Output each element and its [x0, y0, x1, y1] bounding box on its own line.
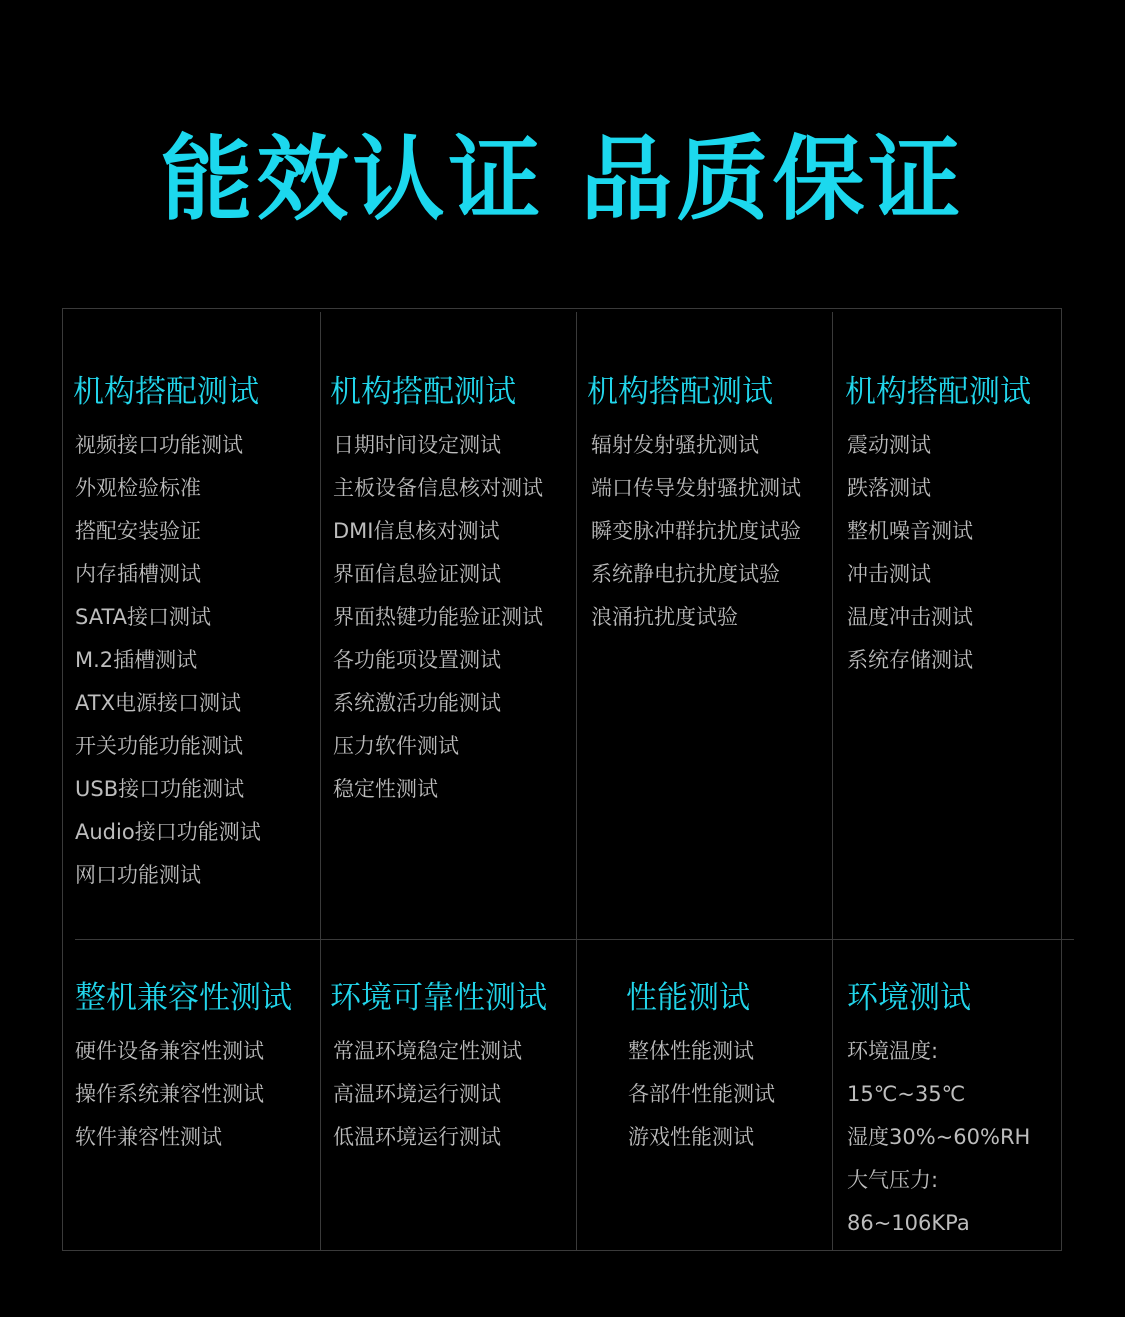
list-item: 系统激活功能测试	[333, 691, 501, 715]
list-item: 低温环境运行测试	[333, 1125, 501, 1149]
list-item: 系统静电抗扰度试验	[591, 562, 780, 586]
list-item: M.2插槽测试	[75, 648, 198, 672]
list-item: 86~106KPa	[847, 1211, 970, 1235]
column-heading: 环境测试	[847, 980, 971, 1016]
list-item: 15℃~35℃	[847, 1082, 966, 1106]
list-item: 内存插槽测试	[75, 562, 201, 586]
list-item: USB接口功能测试	[75, 777, 245, 801]
top-column-4	[845, 370, 1060, 682]
list-item: SATA接口测试	[75, 605, 212, 629]
list-item: 湿度30%~60%RH	[847, 1125, 1031, 1149]
column-heading: 性能测试	[626, 980, 750, 1016]
list-item: 硬件设备兼容性测试	[75, 1039, 264, 1063]
column-heading: 机构搭配测试	[845, 374, 1031, 410]
list-item: DMI信息核对测试	[333, 519, 500, 543]
list-item: 大气压力:	[847, 1168, 939, 1192]
top-column-3	[587, 370, 843, 639]
list-item: 高温环境运行测试	[333, 1082, 501, 1106]
list-item: 压力软件测试	[333, 734, 459, 758]
list-item: 瞬变脉冲群抗扰度试验	[591, 519, 801, 543]
page-title: 能效认证 品质保证	[160, 126, 965, 233]
list-item: 界面热键功能验证测试	[333, 605, 543, 629]
list-item: 常温环境稳定性测试	[333, 1039, 522, 1063]
list-item: 外观检验标准	[75, 476, 201, 500]
column-heading: 机构搭配测试	[587, 374, 773, 410]
list-item: 界面信息验证测试	[333, 562, 501, 586]
top-column-2	[330, 370, 586, 811]
list-item: 网口功能测试	[75, 863, 201, 887]
list-item: 各功能项设置测试	[333, 648, 501, 672]
test-list	[330, 424, 586, 811]
bottom-column-3	[626, 976, 831, 1159]
list-item: 软件兼容性测试	[75, 1125, 222, 1149]
column-heading: 机构搭配测试	[73, 374, 259, 410]
list-item: 游戏性能测试	[628, 1125, 754, 1149]
list-item: 系统存储测试	[847, 648, 973, 672]
column-heading: 环境可靠性测试	[330, 980, 547, 1016]
bottom-column-4	[847, 976, 1059, 1245]
bottom-column-2	[330, 976, 575, 1159]
test-list	[75, 1030, 320, 1159]
test-list	[587, 424, 843, 639]
list-item: 主板设备信息核对测试	[333, 476, 543, 500]
column-heading: 机构搭配测试	[330, 374, 516, 410]
list-item: 浪涌抗扰度试验	[591, 605, 738, 629]
list-item: 搭配安装验证	[75, 519, 201, 543]
list-item: 稳定性测试	[333, 777, 438, 801]
list-item: 整体性能测试	[628, 1039, 754, 1063]
grid-line-right	[1061, 308, 1062, 1251]
top-column-1	[73, 370, 329, 897]
list-item: 开关功能功能测试	[75, 734, 243, 758]
test-list	[847, 1030, 1059, 1245]
list-item: Audio接口功能测试	[75, 820, 261, 844]
list-item: 整机噪音测试	[847, 519, 973, 543]
list-item: 温度冲击测试	[847, 605, 973, 629]
list-item: 操作系统兼容性测试	[75, 1082, 264, 1106]
list-item: ATX电源接口测试	[75, 691, 241, 715]
column-heading: 整机兼容性测试	[75, 980, 292, 1016]
bottom-column-1	[75, 976, 320, 1159]
list-item: 辐射发射骚扰测试	[591, 433, 759, 457]
list-item: 跌落测试	[847, 476, 931, 500]
test-list	[626, 1030, 831, 1159]
list-item: 日期时间设定测试	[333, 433, 501, 457]
grid-line-top	[62, 308, 1062, 309]
grid-line-left	[62, 308, 63, 1251]
list-item: 环境温度:	[847, 1039, 939, 1063]
test-list	[845, 424, 1060, 682]
test-list	[73, 424, 329, 897]
grid-line-middle	[75, 939, 1074, 940]
list-item: 端口传导发射骚扰测试	[591, 476, 801, 500]
test-list	[330, 1030, 575, 1159]
grid-line-bottom	[62, 1250, 1062, 1251]
list-item: 冲击测试	[847, 562, 931, 586]
list-item: 震动测试	[847, 433, 931, 457]
list-item: 视频接口功能测试	[75, 433, 243, 457]
list-item: 各部件性能测试	[628, 1082, 775, 1106]
